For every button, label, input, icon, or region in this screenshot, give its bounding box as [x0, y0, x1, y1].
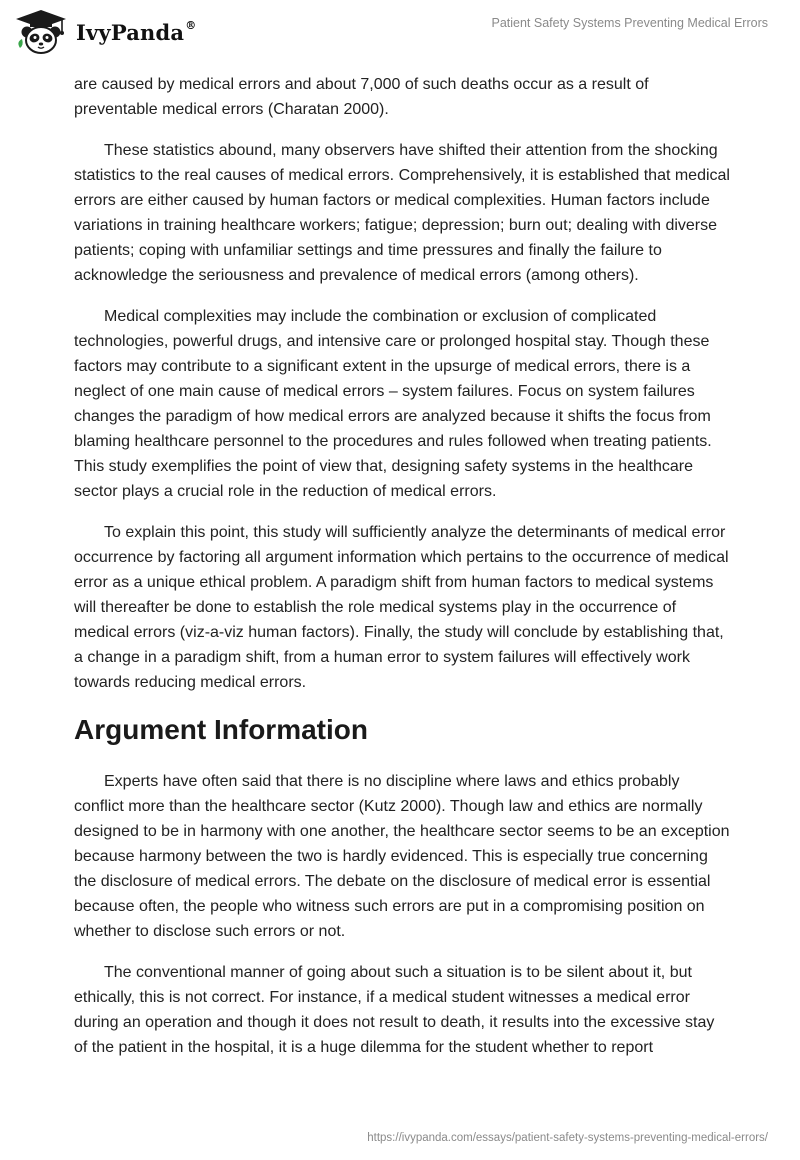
paragraph: To explain this point, this study will sufficiently analyze the determinants of medical error occurrence by factoring all argument information which pertains to the occurrence of medical error as a unique ethical problem. A paradigm shift from human factors to medical systems will thereafter be done to establish the role medical systems play in the occurrence of medical errors (viz-a-viz human factors). Finally, the study will conclude by establishing that, a change in a paradigm shift, from a human error to system failures will effectively work towards reducing medical errors. — [74, 524, 729, 691]
paragraph: These statistics abound, many observers have shifted their attention from the shocking statistics to the real causes of medical errors. Comprehensively, it is established that medical errors are either caused by human factors or medical complexities. Human factors include variations in training healthcare workers; fatigue; depression; burn out; dealing with diverse patients; coping with unfamiliar settings and time pressures and finally the failure to acknowledge the seriousness and prevalence of medical errors (among others). — [74, 142, 730, 284]
brand-name: IvyPanda® — [76, 18, 197, 45]
section-heading: Argument Information — [74, 714, 368, 745]
document-title: Patient Safety Systems Preventing Medical Errors — [491, 16, 768, 30]
panda-graduate-icon — [14, 8, 68, 56]
paragraph: Medical complexities may include the combination or exclusion of complicated technologies, powerful drugs, and intensive care or prolonged hospital stay. Though these factors may contribute to a significant extent in the upsurge of medical errors, there is a neglect of one main cause of medical errors – system failures. Focus on system failures changes the paradigm of how medical errors are analyzed because it shifts the focus from blaming healthcare personnel to the procedures and rules followed when treating patients. This study exemplifies the point of view that, designing safety systems in the healthcare sector plays a crucial role in the reduction of medical errors. — [74, 308, 712, 500]
essay-body — [74, 72, 730, 1076]
source-url[interactable]: https://ivypanda.com/essays/patient-safety-systems-preventing-medical-errors/ — [367, 1132, 768, 1144]
paragraph: Experts have often said that there is no discipline where laws and ethics probably conflict more than the healthcare sector (Kutz 2000). Though law and ethics are normally designed to be in harmony with one another, the healthcare sector seems to be an exception because harmony between the two is hardly evidenced. This is especially true concerning the disclosure of medical errors. The debate on the disclosure of medical error is essential because often, the people who witness such errors are put in a compromising position on whether to disclose such errors or not. — [74, 773, 730, 940]
paragraph: The conventional manner of going about such a situation is to be silent about it, but ethically, this is not correct. For instance, if a medical student witnesses a medical error during an operation and though it does not result to death, it results into the excessive stay of the patient in the hospital, it is a huge dilemma for the student whether to report — [74, 964, 715, 1056]
page-header — [0, 0, 800, 70]
brand-registered-mark: ® — [185, 18, 197, 32]
paragraph-continuation: are caused by medical errors and about 7,000 of such deaths occur as a result of preventable medical errors (Charatan 2000). — [74, 76, 649, 118]
brand-logo[interactable] — [14, 8, 196, 56]
